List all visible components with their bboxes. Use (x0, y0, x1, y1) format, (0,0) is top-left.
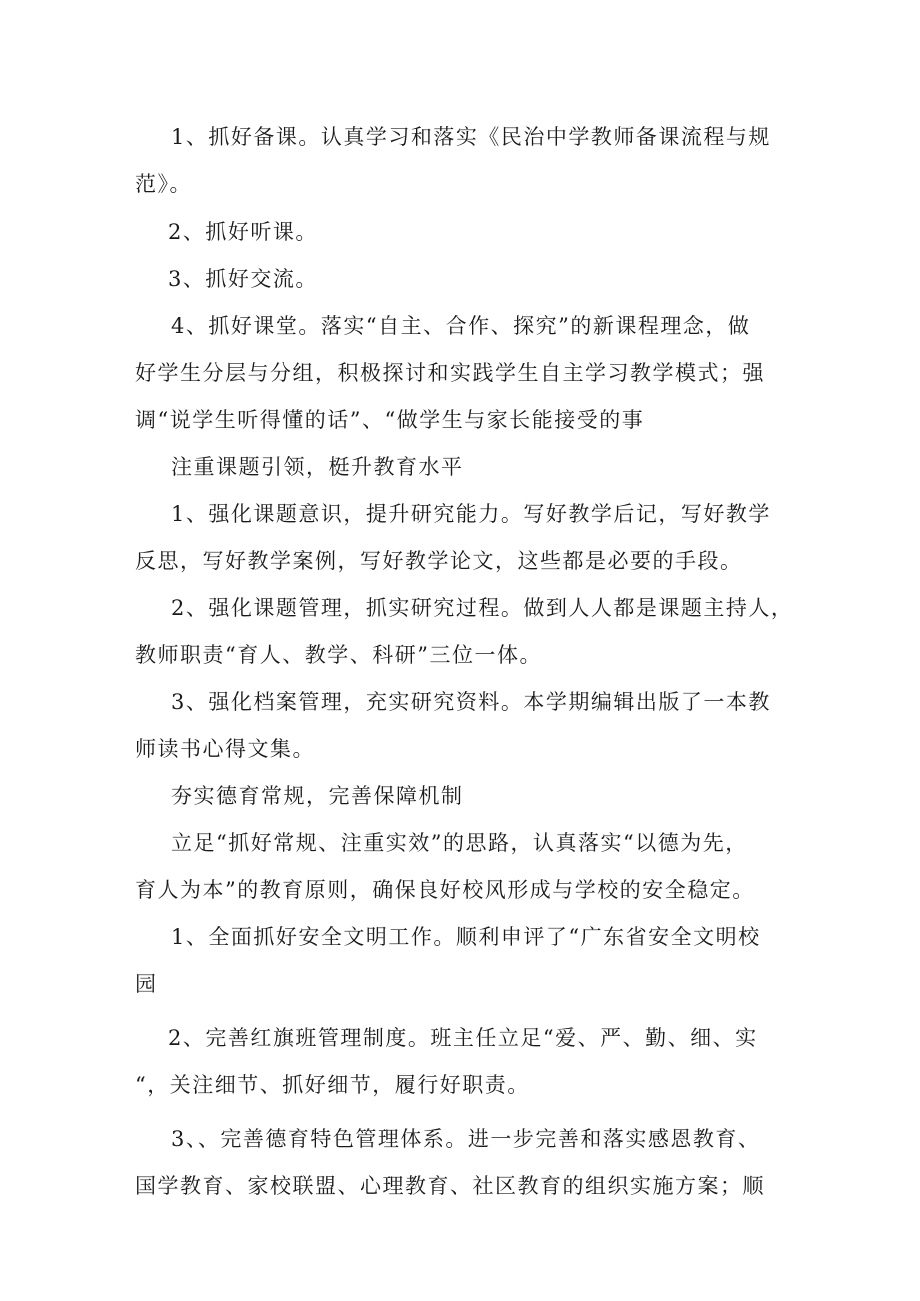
text-line: 2、强化课题管理，抓实研究过程。做到人人都是课题主持人， (171, 596, 794, 620)
text-line: 4、抓好课堂。落实“自主、合作、探究”的新课程理念，做 (171, 314, 751, 338)
section-heading: 注重课题引领，梃升教育水平 (171, 455, 464, 479)
text-line: 好学生分层与分组，积极探讨和实践学生自主学习教学模式；强 (135, 361, 765, 385)
text-line: 2、抓好听课。 (168, 220, 318, 244)
text-line: 立足“抓好常规、注重实效”的思路，认真落实“以德为先， (171, 831, 748, 855)
text-line: 3、、完善德育特色管理体系。进一步完善和落实感恩教育、 (171, 1127, 761, 1151)
text-line: 范》。 (135, 172, 192, 196)
text-line: 1、抓好备课。认真学习和落实《民治中学教师备课流程与规 (171, 125, 771, 149)
section-heading: 夯实德育常规，完善保障机制 (171, 784, 464, 808)
text-line: 国学教育、家校联盟、心理教育、社区教育的组织实施方案；顺 (135, 1174, 765, 1198)
text-line: 育人为本”的教育原则，确保良好校风形成与学校的安全稳定。 (135, 878, 755, 902)
text-line: 1、全面抓好安全文明工作。顺利申评了“广东省安全文明校 (171, 925, 761, 949)
text-line: 1、强化课题意识，提升研究能力。写好教学后记，写好教学 (171, 502, 771, 526)
text-line: “，关注细节、抓好细节，履行好职责。 (135, 1073, 530, 1097)
text-line: 调“说学生听得懂的话”、“做学生与家长能接受的事 (135, 408, 645, 432)
text-line: 2、完善红旗班管理制度。班主任立足“爱、严、勤、细、实 (168, 1026, 758, 1050)
text-line: 3、强化档案管理，充实研究资料。本学期编辑出版了一本教 (171, 690, 771, 714)
text-line: 3、抓好交流。 (168, 267, 318, 291)
text-line: 反思，写好教学案例，写好教学论文，这些都是必要的手段。 (135, 549, 743, 573)
text-line: 师读书心得文集。 (135, 737, 315, 761)
text-line: 教师职责“育人、教学、科研”三位一体。 (135, 643, 542, 667)
text-line: 园 (135, 972, 158, 996)
